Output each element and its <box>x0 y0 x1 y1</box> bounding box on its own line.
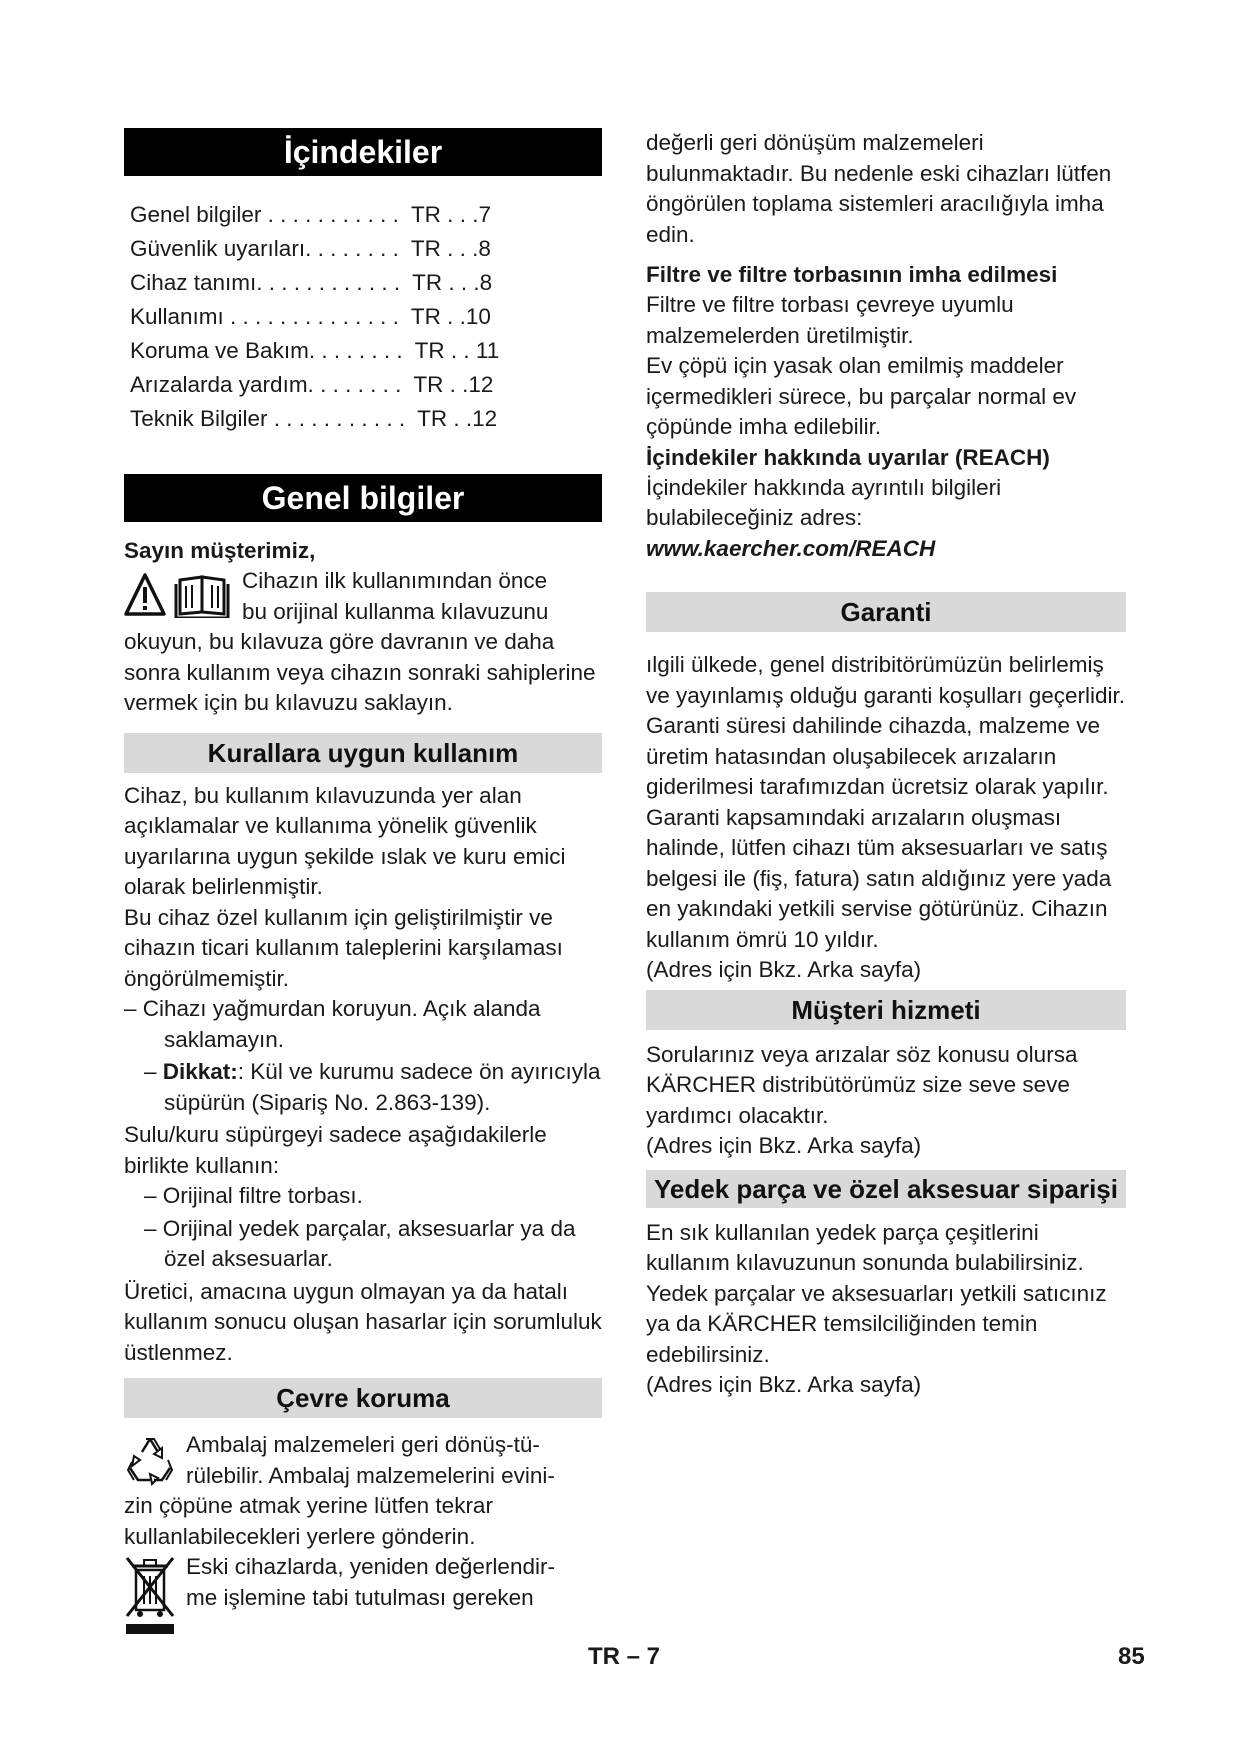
weee-block <box>124 1552 602 1613</box>
toc-list <box>130 198 602 436</box>
intro-line-c: okuyun, bu kılavuza göre davranın ve daha sonra kullanım veya cihazın sonraki sahiplerine vermek için bu kılavuzu saklayın. <box>124 629 596 715</box>
dikkat-text: : Kül ve kurumu sadece ön ayırıcıyla süpürün (Sipariş No. 2.863-139). <box>164 1059 601 1115</box>
toc-item[interactable]: Arızalarda yardım. . . . . . . . TR . .12 <box>130 372 494 397</box>
warning-icon <box>124 572 232 618</box>
dash: – <box>144 1059 163 1084</box>
intro-line-a: Cihazın ilk kullanımından önce <box>242 568 548 593</box>
garanti-p2: (Adres için Bkz. Arka sayfa) <box>646 957 922 982</box>
kurallar-p3: Sulu/kuru süpürgeyi sadece aşağıdakilerle birlikte kullanın: <box>124 1122 547 1178</box>
musteri-p2: (Adres için Bkz. Arka sayfa) <box>646 1133 922 1158</box>
section-title-garanti: Garanti <box>646 592 1126 632</box>
kurallar-p1: Cihaz, bu kullanım kılavuzunda yer alan açıklamalar ve kullanıma yönelik güvenlik uyarılarına uygun şekilde ıslak ve kuru emici olarak belirlenmiştir. <box>124 782 566 899</box>
section-title-kurallar: Kurallara uygun kullanım <box>124 733 602 773</box>
recycle-block <box>124 1430 602 1552</box>
toc-item[interactable]: Kullanımı . . . . . . . . . . . . . . TR . .10 <box>130 304 491 329</box>
dikkat-label: Dikkat: <box>162 1059 238 1084</box>
kurallar-p2: Bu cihaz özel kullanım için geliştirilmiştir ve cihazın ticari kullanım taleplerini karşılaması öngörülmemiştir. <box>124 904 563 991</box>
recycle-line-c: zin çöpüne atmak yerine lütfen tekrar kullanlabilecekleri yerlere gönderin. <box>124 1493 493 1549</box>
reach-link[interactable]: www.kaercher.com/REACH <box>646 535 936 561</box>
weee-line-a: Eski cihazlarda, yeniden değerlendir- <box>186 1554 555 1579</box>
yedek-p2: Yedek parçalar ve aksesuarları yetkili satıcınız ya da KÄRCHER temsilciliğinden temin edebilirsiniz. <box>646 1280 1107 1367</box>
kurallar-p4: Üretici, amacına uygun olmayan ya da hatalı kullanım sonucu oluşan hasarlar için sorumluluk üstlenmez. <box>124 1278 602 1365</box>
yedek-p1: En sık kullanılan yedek parça çeşitlerini kullanım kılavuzunun sonunda bulabilirsiniz. <box>646 1219 1084 1275</box>
filter-p2: Ev çöpü için yasak olan emilmiş maddeler içermedikleri sürece, bu parçalar normal ev çöpünde imha edilebilir. <box>646 353 1077 439</box>
recycle-line-b: rülebilir. Ambalaj malzemelerini evini- <box>186 1462 555 1488</box>
toc-item[interactable]: Cihaz tanımı. . . . . . . . . . . . TR . . .8 <box>130 270 493 295</box>
recycle-line-a: Ambalaj malzemeleri geri dönüş-tü- <box>186 1432 540 1457</box>
kurallar-item-rain: – Cihazı yağmurdan koruyun. Açık alanda saklamayın. <box>124 996 541 1052</box>
kurallar-item-parts: – Orijinal yedek parçalar, aksesuarlar ya da özel aksesuarlar. <box>144 1215 576 1271</box>
recycle-icon <box>124 1434 176 1486</box>
toc-item[interactable]: Teknik Bilgiler . . . . . . . . . . . TR . .12 <box>130 406 498 431</box>
manual-book-icon <box>176 577 228 618</box>
section-title-genel: Genel bilgiler <box>124 474 602 522</box>
kurallar-item-dikkat <box>124 1057 602 1118</box>
crossed-bin-icon <box>124 1554 176 1636</box>
section-title-cevre: Çevre koruma <box>124 1378 602 1418</box>
recycling-continued: değerli geri dönüşüm malzemeleri bulunmaktadır. Bu nedenle eski cihazları lütfen öngörülen toplama sistemleri aracılığıyla imha edin. <box>646 130 1112 247</box>
filter-p1: Filtre ve filtre torbası çevreye uyumlu malzemelerden üretilmiştir. <box>646 292 1014 348</box>
reach-p: İçindekiler hakkında ayrıntılı bilgileri bulabileceğiniz adres: <box>646 474 1002 530</box>
toc-item[interactable]: Güvenlik uyarıları. . . . . . . . TR . . .8 <box>130 236 491 261</box>
section-title-yedek: Yedek parça ve özel aksesuar siparişi <box>646 1170 1126 1208</box>
weee-line-b: me işlemine tabi tutulması gereken <box>186 1584 534 1610</box>
filter-heading: Filtre ve filtre torbasının imha edilmesi <box>646 262 1058 287</box>
intro-block <box>124 566 602 719</box>
intro-line-b: bu orijinal kullanma kılavuzunu <box>242 598 549 624</box>
toc-item[interactable]: Koruma ve Bakım. . . . . . . . TR . . 11 <box>130 338 500 363</box>
section-title-musteri: Müşteri hizmeti <box>646 990 1126 1030</box>
greeting: Sayın müşterimiz, <box>124 538 316 563</box>
toc-item[interactable]: Genel bilgiler . . . . . . . . . . . TR . . .7 <box>130 202 491 227</box>
warning-manual-icons <box>124 572 232 623</box>
garanti-p1: ılgili ülkede, genel distribitörümüzün belirlemiş ve yayınlamış olduğu garanti koşulları geçerlidir. Garanti süresi dahilinde cihazda, malzeme ve üretim hatasından oluşabilecek arızaların giderilmesi tarafımızdan ücretsiz olarak yapılır. Garanti kapsamındaki arızaların oluşması halinde, lütfen cihazı tüm aksesuarları ve satış belgesi ile (fiş, fatura) satın aldığınız yere yada en yakındaki yetkili servise götürünüz. Cihazın kullanım ömrü 10 yıldır. <box>646 652 1125 952</box>
musteri-p1: Sorularınız veya arızalar söz konusu olursa KÄRCHER distribütörümüz size seve seve yardımcı olacaktır. <box>646 1041 1078 1128</box>
left-column <box>124 128 602 1641</box>
yedek-p3: (Adres için Bkz. Arka sayfa) <box>646 1372 922 1397</box>
reach-heading: İçindekiler hakkında uyarılar (REACH) <box>646 444 1050 470</box>
kurallar-item-filter: – Orijinal filtre torbası. <box>144 1183 363 1208</box>
section-page-label: TR – 7 <box>588 1643 661 1670</box>
right-column <box>646 128 1126 1401</box>
page-number: 85 <box>1118 1643 1145 1670</box>
toc-title: İçindekiler <box>124 128 602 176</box>
